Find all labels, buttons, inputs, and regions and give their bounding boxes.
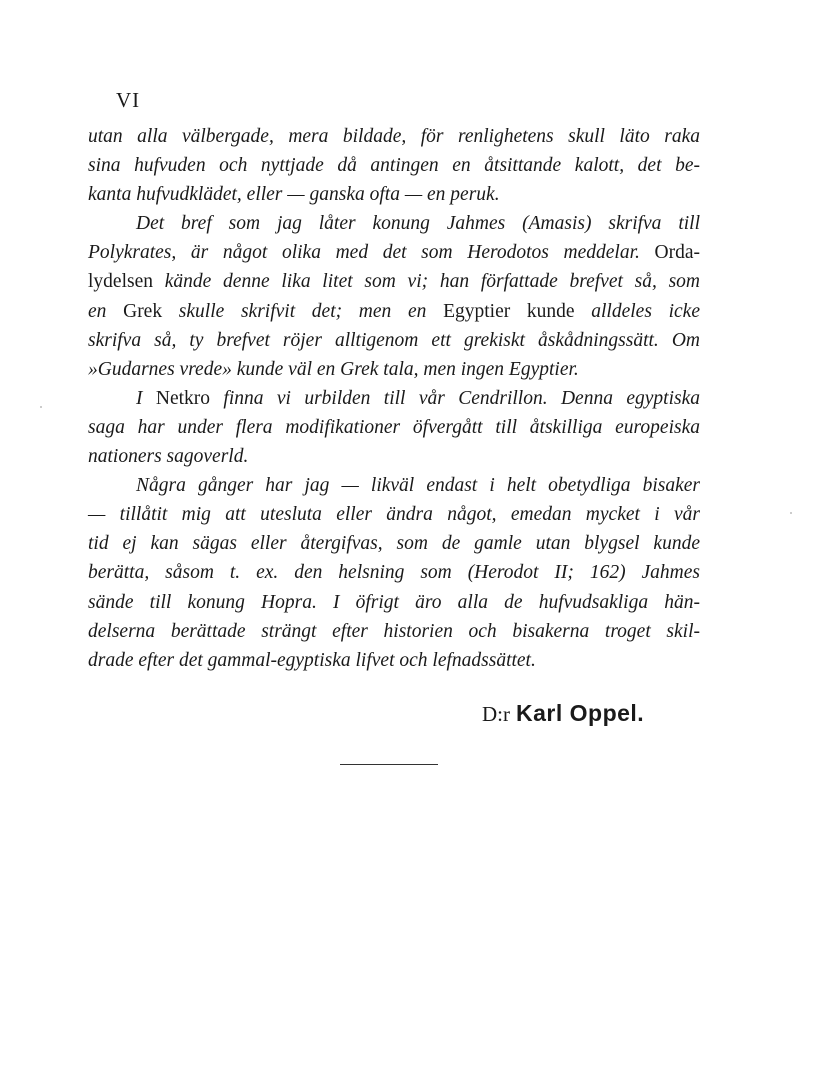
text-segment: sina hufvuden och nyttjade då antingen en åtsittande kalott, det be- xyxy=(88,155,700,177)
text-line xyxy=(88,238,700,267)
text-segment: Det bref som jag låter konung Jahmes (Amasis) skrifva till xyxy=(136,213,700,235)
text-segment: skulle skrifvit det; men en xyxy=(178,300,444,322)
margin-speck xyxy=(790,512,792,514)
text-line xyxy=(88,558,700,587)
text-segment: Polykrates, är något olika med det som Herodotos meddelar. xyxy=(88,242,640,264)
text-line xyxy=(88,413,700,442)
margin-speck xyxy=(40,406,42,408)
text-line xyxy=(88,326,700,355)
text-line xyxy=(88,297,700,326)
signature xyxy=(482,700,644,728)
body-text xyxy=(88,122,700,675)
text-segment: — tillåtit mig att utesluta eller ändra något, emedan mycket i vår xyxy=(88,504,700,526)
text-line xyxy=(88,646,700,675)
text-line xyxy=(88,500,700,529)
text-segment: drade efter det gammal-egyptiska lifvet och lefnadssättet. xyxy=(88,649,536,671)
text-segment: utan alla välbergade, mera bildade, för renlighetens skull läto raka xyxy=(88,126,700,147)
text-line xyxy=(88,267,700,296)
text-segment: lydelsen xyxy=(88,271,165,293)
signature-title: D:r xyxy=(482,702,510,726)
text-segment: berätta, såsom t. ex. den helsning som (Herodot II; 162) Jahmes xyxy=(88,562,700,584)
text-line xyxy=(88,384,700,413)
page-number: VI xyxy=(116,88,141,112)
text-segment: Egyptier kunde xyxy=(443,300,592,322)
text-line xyxy=(88,209,700,238)
text-segment: delserna berättade strängt efter historien och bisakerna troget skil- xyxy=(88,620,700,642)
signature-name: Karl Oppel. xyxy=(516,700,645,726)
text-segment: alldeles icke xyxy=(591,300,700,322)
text-line xyxy=(88,588,700,617)
text-segment: tid ej kan sägas eller återgifvas, som de gamle utan blygsel kunde xyxy=(88,533,700,555)
text-segment: Några gånger har jag — likväl endast i helt obetydliga bisaker xyxy=(136,475,700,497)
text-line xyxy=(88,442,700,471)
text-segment: »Gudarnes vrede» kunde väl en Grek tala, men ingen Egyptier. xyxy=(88,358,579,380)
text-line xyxy=(88,355,700,384)
text-line xyxy=(88,122,700,151)
text-segment: Grek xyxy=(123,300,179,322)
text-line xyxy=(88,180,700,209)
text-segment: sände till konung Hopra. I öfrigt äro alla de hufvudsakliga hän- xyxy=(88,591,700,613)
text-segment: I xyxy=(136,387,156,409)
text-line xyxy=(88,471,700,500)
text-line xyxy=(88,151,700,180)
text-segment: Netkro xyxy=(155,387,224,409)
text-segment: skrifva så, ty brefvet röjer alltigenom ett grekiskt åskådningssätt. Om xyxy=(88,329,700,351)
text-segment: kände denne lika litet som vi; han författade brefvet så, som xyxy=(164,271,701,293)
end-rule xyxy=(340,764,438,765)
text-segment: saga har under flera modifikationer öfvergått till åtskilliga europeiska xyxy=(88,416,700,438)
text-segment: en xyxy=(88,300,124,322)
text-line xyxy=(88,617,700,646)
text-segment: nationers sagoverld. xyxy=(88,446,249,468)
text-segment: kanta hufvudklädet, eller — ganska ofta — en peruk. xyxy=(88,184,500,206)
text-line xyxy=(88,529,700,558)
text-segment: Orda- xyxy=(639,242,700,264)
text-segment: finna vi urbilden till vår Cendrillon. Denna egyptiska xyxy=(223,387,700,409)
